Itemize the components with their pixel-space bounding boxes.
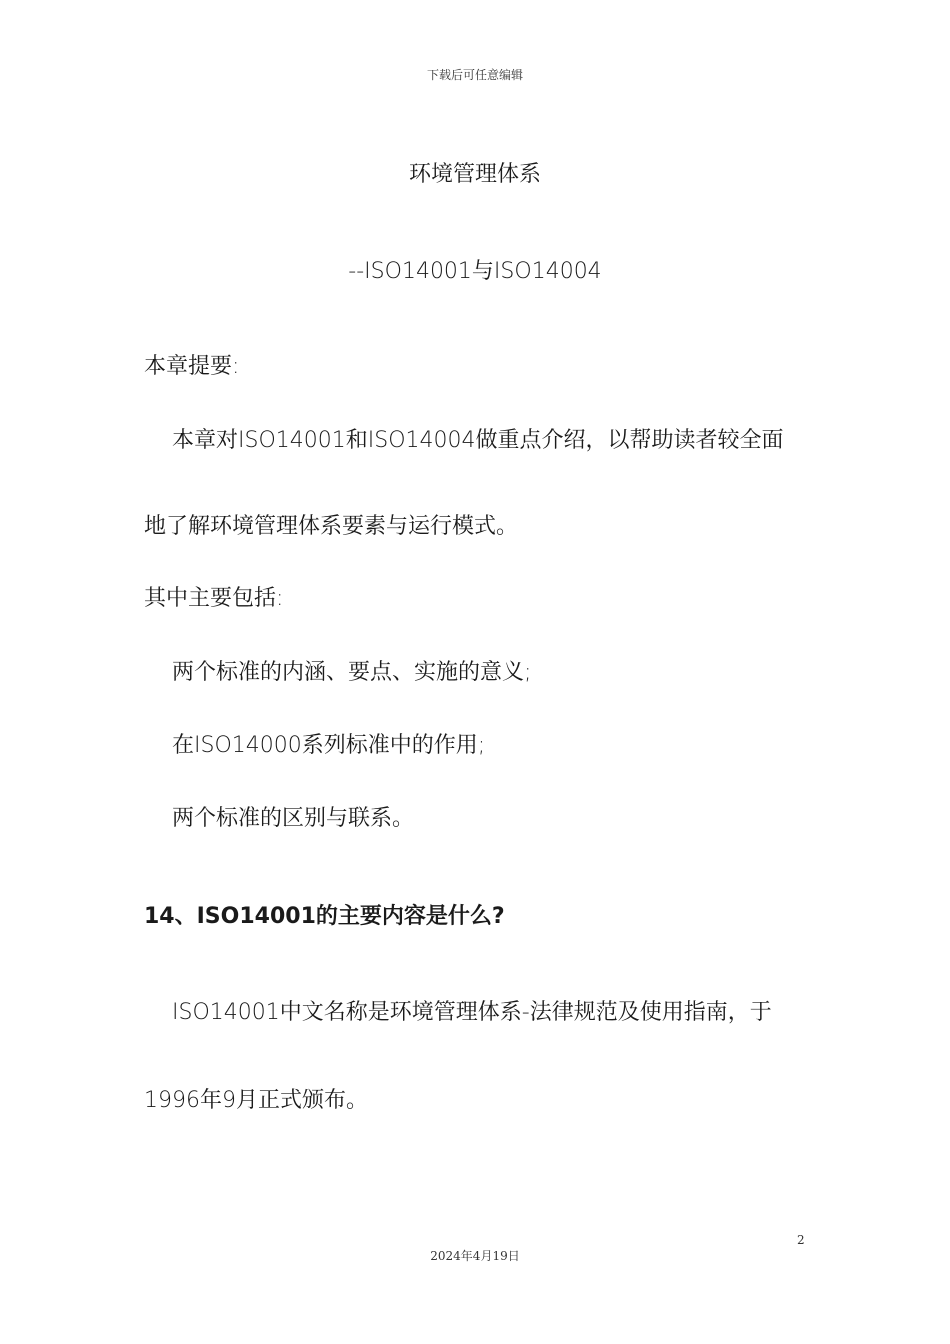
document-subtitle: --ISO14001与ISO14004 <box>348 259 602 284</box>
section-heading: 14、ISO14001的主要内容是什么? <box>144 904 505 929</box>
answer-paragraph-line-2: 1996年9月正式颁布。 <box>144 1088 368 1113</box>
summary-label: 本章提要: <box>144 354 240 379</box>
document-title: 环境管理体系 <box>408 162 541 187</box>
list-item: 两个标准的内涵、要点、实施的意义; <box>172 660 532 685</box>
answer-paragraph-line-1: ISO14001中文名称是环境管理体系-法律规范及使用指南，于 <box>172 1000 772 1025</box>
list-item: 在ISO14000系列标准中的作用; <box>172 733 486 758</box>
page-number: 2 <box>797 1233 805 1247</box>
summary-paragraph-line-1: 本章对ISO14001和ISO14004做重点介绍，以帮助读者较全面 <box>172 428 784 453</box>
list-item: 两个标准的区别与联系。 <box>172 806 415 831</box>
page-header: 下载后可任意编辑 <box>426 68 523 82</box>
summary-paragraph-line-2: 地了解环境管理体系要素与运行模式。 <box>144 514 519 539</box>
page-footer-date: 2024年4月19日 <box>430 1249 520 1263</box>
includes-label: 其中主要包括: <box>144 586 284 611</box>
